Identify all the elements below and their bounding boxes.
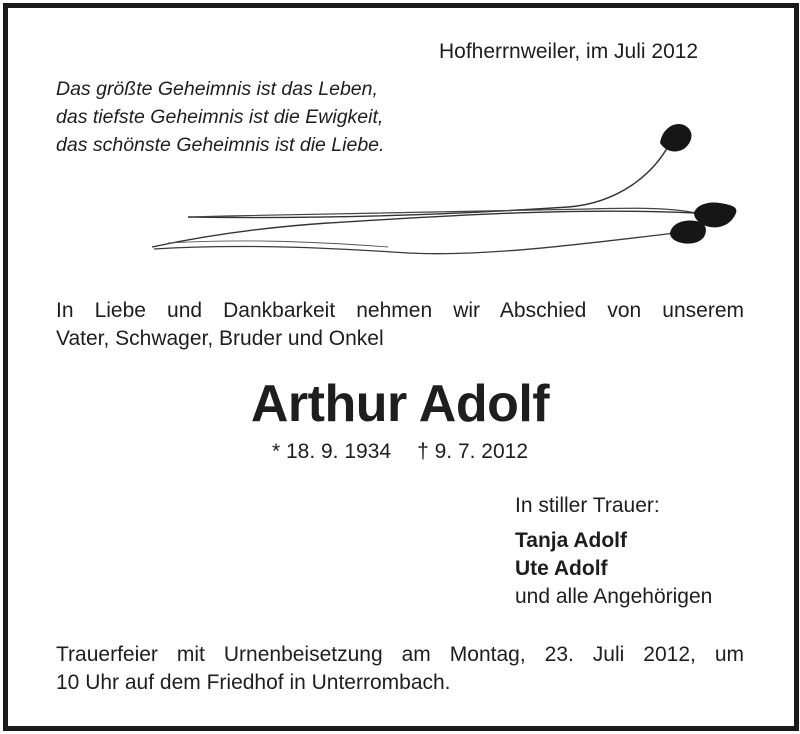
life-dates bbox=[0, 440, 800, 464]
quote-line: Das größte Geheimnis ist das Leben, bbox=[56, 78, 378, 100]
funeral-line: Trauerfeier mit Urnenbeisetzung am Montag, 23. Juli 2012, um bbox=[56, 643, 744, 666]
funeral-line: 10 Uhr auf dem Friedhof in Unterrombach. bbox=[56, 671, 451, 694]
funeral-notice bbox=[56, 641, 744, 697]
quote-line: das tiefste Geheimnis ist die Ewigkeit, bbox=[56, 106, 384, 128]
mourners-block bbox=[515, 492, 712, 611]
death-date: † 9. 7. 2012 bbox=[417, 440, 529, 463]
deceased-name: Arthur Adolf bbox=[250, 375, 550, 433]
intro-line: Vater, Schwager, Bruder und Onkel bbox=[56, 327, 384, 350]
flowers-icon bbox=[148, 115, 748, 265]
birth-date: * 18. 9. 1934 bbox=[271, 440, 392, 463]
mourner-name: Tanja Adolf bbox=[515, 529, 627, 552]
quote-line: das schönste Geheimnis ist die Liebe. bbox=[56, 134, 385, 156]
intro-line: In Liebe und Dankbarkeit nehmen wir Abschied von unserem bbox=[56, 299, 744, 322]
mourners-others: und alle Angehörigen bbox=[515, 585, 713, 608]
mourner-name: Ute Adolf bbox=[515, 557, 608, 580]
place-date: Hofherrnweiler, im Juli 2012 bbox=[439, 40, 699, 63]
mourners-heading: In stiller Trauer: bbox=[515, 494, 660, 517]
intro-text bbox=[56, 297, 744, 353]
